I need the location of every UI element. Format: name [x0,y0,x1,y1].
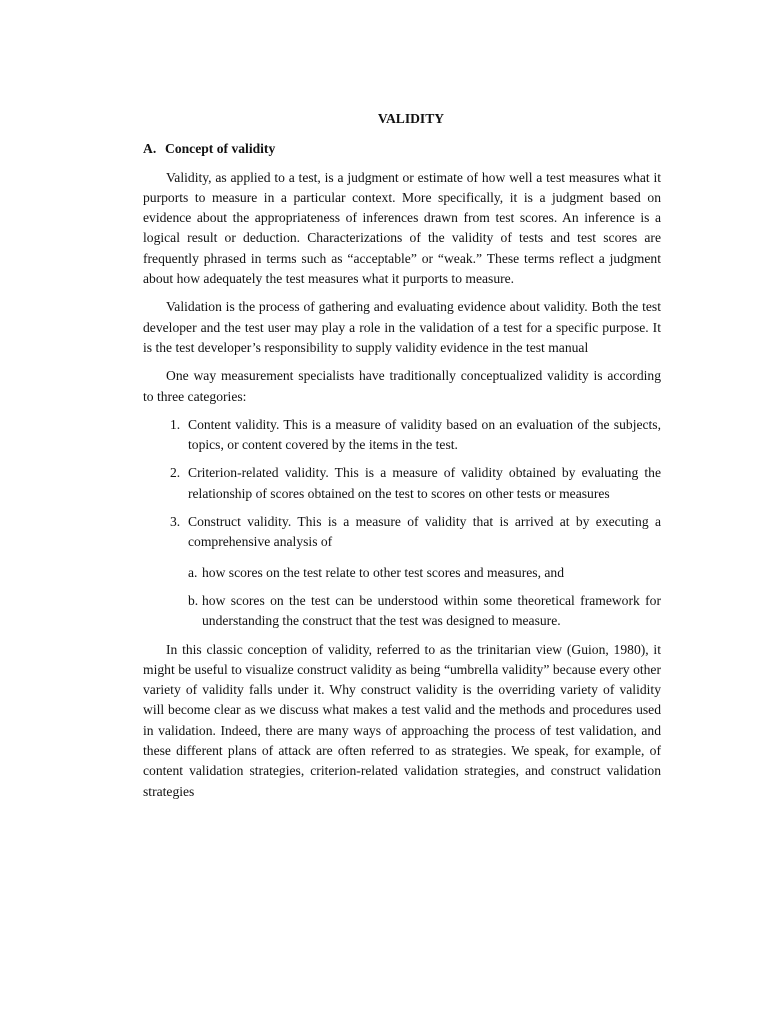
paragraph-trinitarian-view: In this classic conception of validity, referred to as the trinitarian view (Guion, 1980), it might be useful to visualize construct validity as being “umbrella validity” because every other variety of validity falls under it. Why construct validity is the overriding variety of validity will become clear as we discuss what makes a test valid and the methods and procedures used in validation. Indeed, there are many ways of approaching the process of test validation, and these different plans of attack are often referred to as strategies. We speak, for example, of content validation strategies, criterion-related validation strategies, and construct validation strategies [143,641,661,799]
list-item-content-validity [143,415,661,456]
list-number: 3. [170,514,181,530]
section-letter: A. [143,141,157,157]
construct-subitems-list [188,563,661,632]
section-heading [143,139,661,159]
sub-item-b [188,591,661,632]
sub-item-a [188,563,661,583]
list-item-text: Criterion-related validity. This is a measure of validity obtained by evaluating the relationship of scores obtained on the test to scores on other tests or measures [188,465,661,501]
list-item-text: Content validity. This is a measure of validity based on an evaluation of the subjects, topics, or content covered by the items in the test. [188,416,661,453]
sub-item-letter: b. [188,592,199,608]
section-title: Concept of validity [165,141,276,157]
list-number: 1. [170,416,181,432]
list-item-text: Construct validity. This is a measure of validity that is arrived at by executing a comprehensive analysis of [188,514,661,550]
document-body [143,109,661,810]
list-number: 2. [170,465,181,481]
list-item-construct-validity [143,512,661,631]
sub-item-text: how scores on the test can be understood within some theoretical framework for understanding the construct that the test was designed to measure. [202,592,661,629]
list-item-criterion-validity [143,463,661,504]
sub-item-letter: a. [188,564,198,580]
sub-item-text: how scores on the test relate to other test scores and measures, and [202,564,565,580]
validity-categories-list [143,415,661,632]
paragraph-validation: Validation is the process of gathering and evaluating evidence about validity. Both the test developer and the test user may play a role in the validation of a test for a specific purpose. It is the test developer’s responsibility to supply validity evidence in the test manual [143,299,661,355]
document-title: VALIDITY [377,111,445,126]
paragraph-categories-intro: One way measurement specialists have traditionally conceptualized validity is according to three categories: [143,368,661,404]
paragraph-definition: Validity, as applied to a test, is a judgment or estimate of how well a test measures what it purports to measure in a particular context. More specifically, it is a judgment based on evidence about the appropriateness of inferences drawn from test scores. An inference is a logical result or deduction. Characterizations of the validity of tests and test scores are frequently phrased in terms such as “acceptable” or “weak.” These terms reflect a judgment about how adequately the test measures what it purports to measure. [143,169,661,287]
